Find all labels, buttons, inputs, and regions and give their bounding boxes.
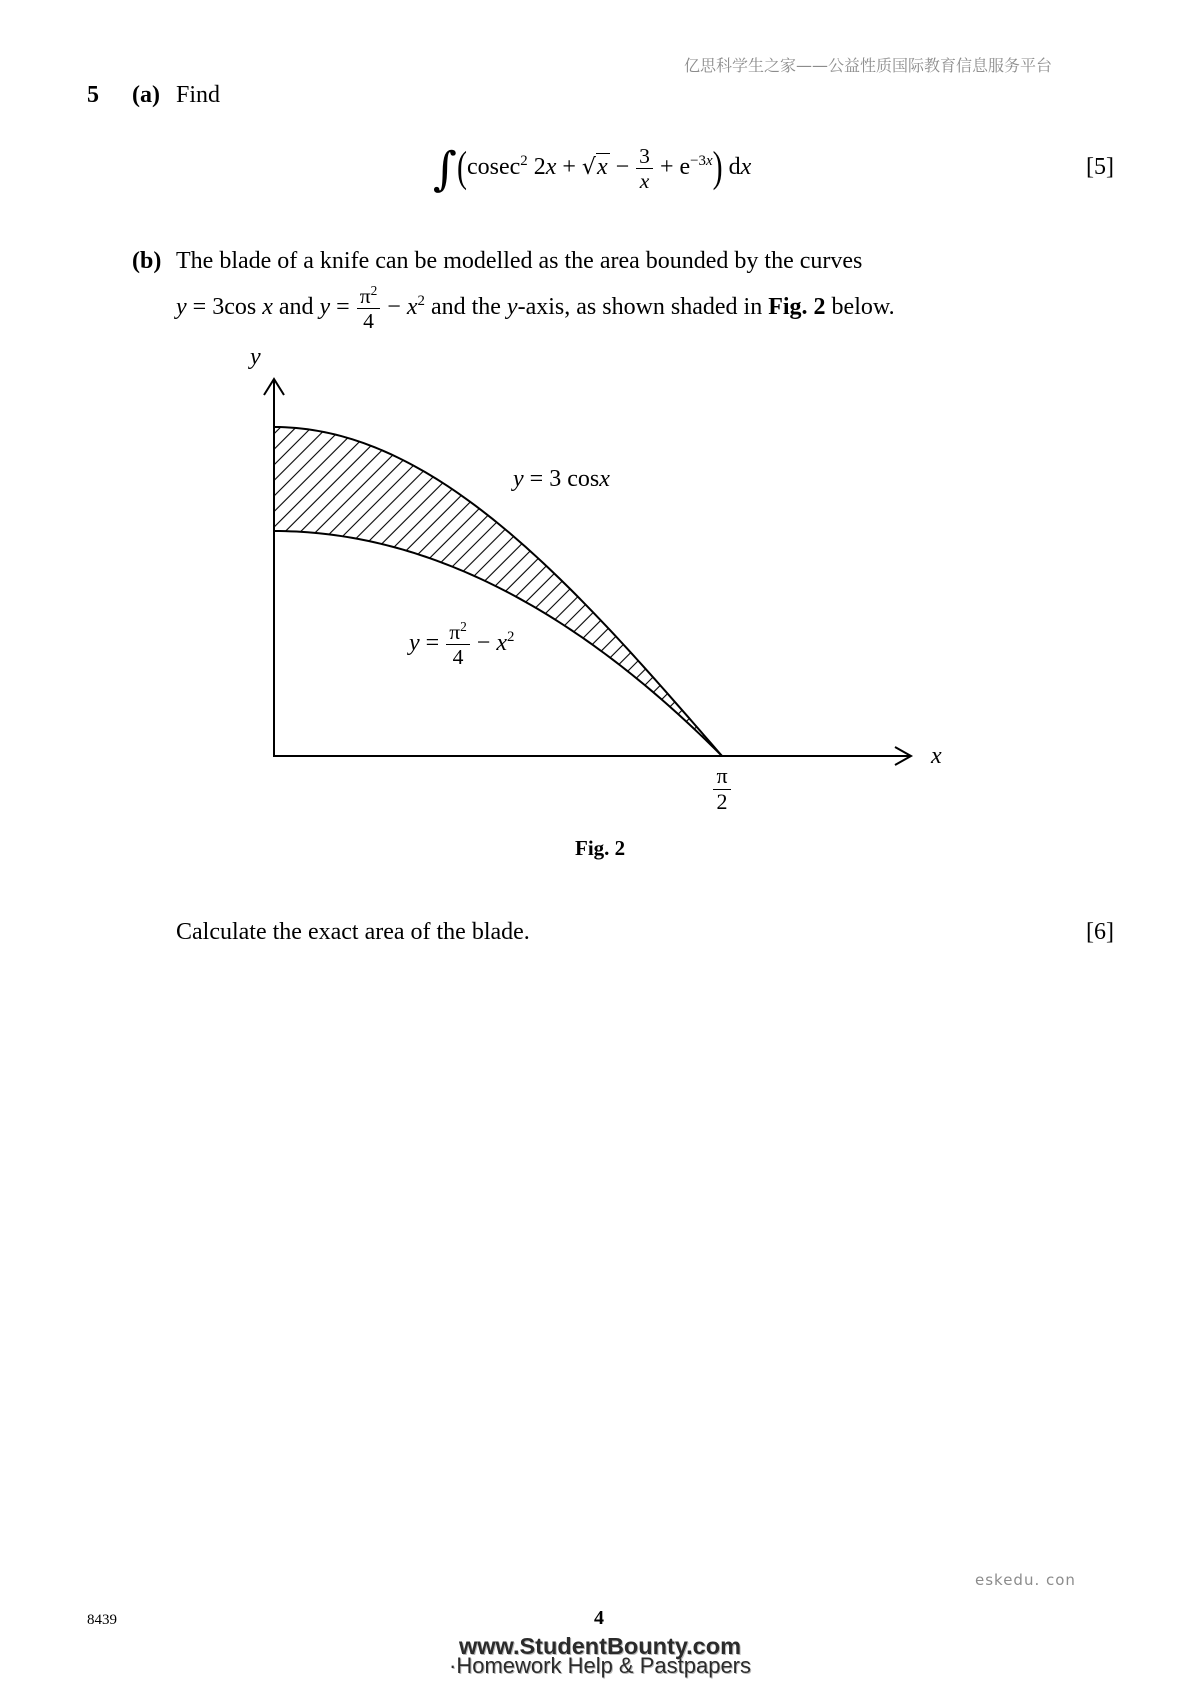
plus-sign: + bbox=[562, 154, 576, 180]
line-end-text: below. bbox=[831, 294, 895, 320]
upper-curve-label bbox=[513, 465, 610, 493]
fraction-numerator bbox=[446, 620, 470, 645]
square-root-argument: x bbox=[596, 154, 608, 180]
close-paren: ) bbox=[712, 143, 723, 192]
exponent-coefficient: −3 bbox=[690, 153, 706, 170]
equals-sign: = bbox=[425, 630, 440, 656]
variable-y: y bbox=[319, 294, 331, 320]
variable-x: x bbox=[545, 154, 557, 180]
part-b-line-2 bbox=[176, 283, 895, 333]
cosec-term: cosec bbox=[466, 154, 521, 180]
variable-y: y bbox=[409, 630, 420, 656]
minus-sign: − bbox=[476, 630, 491, 656]
exponent bbox=[690, 153, 712, 169]
equation-text: = 3 cos bbox=[529, 466, 600, 492]
fraction-3-over-x bbox=[636, 144, 653, 193]
differential-d: d bbox=[728, 154, 741, 180]
connector-text: and the bbox=[430, 294, 501, 320]
variable-y: y bbox=[513, 466, 524, 492]
variable-x: x bbox=[406, 294, 418, 320]
footer-watermark: eskedu. con bbox=[975, 1571, 1076, 1589]
equation-text: = 3cos bbox=[192, 294, 257, 320]
x-axis-label: x bbox=[931, 743, 942, 769]
fraction-pi-squared-over-4 bbox=[357, 284, 381, 333]
brand-url: www.StudentBounty.com bbox=[459, 1633, 741, 1659]
y-axis-label: y bbox=[250, 344, 261, 370]
part-b-instruction: Calculate the exact area of the blade. bbox=[176, 919, 530, 945]
x-power: 2 bbox=[417, 293, 425, 310]
x-tick-pi-over-2 bbox=[709, 764, 735, 814]
figure-caption: Fig. 2 bbox=[575, 836, 626, 860]
fraction-denominator: x bbox=[639, 168, 650, 193]
lower-curve-label bbox=[409, 619, 514, 669]
open-paren: ( bbox=[456, 143, 467, 192]
paper-code: 8439 bbox=[87, 1612, 117, 1628]
shaded-blade-region bbox=[274, 427, 722, 756]
minus-sign: − bbox=[615, 154, 630, 180]
variable-y: y bbox=[506, 294, 518, 320]
fraction-numerator bbox=[357, 284, 381, 309]
part-a-label: (a) bbox=[132, 82, 160, 108]
plus-sign: + bbox=[659, 154, 674, 180]
variable-x: x bbox=[599, 466, 610, 492]
axis-text: -axis, as shown shaded in bbox=[517, 294, 763, 320]
fraction-pi-squared-over-4 bbox=[446, 620, 470, 669]
numerator-power: 2 bbox=[370, 282, 378, 298]
connector-text: and bbox=[278, 294, 314, 320]
integral-sign: ∫ bbox=[433, 141, 457, 196]
page-number: 4 bbox=[594, 1607, 604, 1629]
variable-x: x bbox=[262, 294, 273, 320]
cosec-power: 2 bbox=[520, 153, 528, 170]
brand-tagline: ·Homework Help & Pastpapers bbox=[449, 1653, 752, 1678]
minus-sign: − bbox=[387, 294, 401, 320]
tick-denominator: 2 bbox=[716, 788, 728, 814]
tick-fraction bbox=[713, 764, 730, 814]
exponential-base: e bbox=[679, 154, 691, 180]
exponent-variable: x bbox=[705, 153, 713, 170]
part-b-label: (b) bbox=[132, 248, 162, 274]
cosec-coefficient: 2 bbox=[533, 154, 546, 180]
equals-sign: = bbox=[336, 294, 350, 320]
figure-reference: Fig. 2 bbox=[768, 294, 826, 320]
differential-variable: x bbox=[740, 154, 752, 180]
variable-y: y bbox=[176, 294, 187, 320]
fraction-numerator: 3 bbox=[636, 144, 653, 169]
fraction-denominator: 4 bbox=[452, 644, 464, 669]
square-root-sign: √ bbox=[581, 155, 596, 180]
part-b-marks: [6] bbox=[1086, 919, 1114, 945]
pi-symbol: π bbox=[449, 619, 461, 644]
integral-expression bbox=[433, 136, 751, 198]
header-watermark: 亿思科学生之家——公益性质国际教育信息服务平台 bbox=[684, 56, 1053, 75]
part-b-line-1: The blade of a knife can be modelled as the area bounded by the curves bbox=[176, 248, 863, 274]
part-a-prompt: Find bbox=[176, 82, 221, 108]
tick-numerator: π bbox=[713, 764, 730, 790]
numerator-power: 2 bbox=[460, 618, 467, 634]
part-a-marks: [5] bbox=[1086, 154, 1114, 180]
question-number: 5 bbox=[87, 82, 99, 108]
variable-x: x bbox=[496, 630, 507, 656]
fraction-denominator: 4 bbox=[363, 308, 374, 333]
pi-symbol: π bbox=[359, 283, 371, 308]
x-power: 2 bbox=[507, 629, 515, 646]
